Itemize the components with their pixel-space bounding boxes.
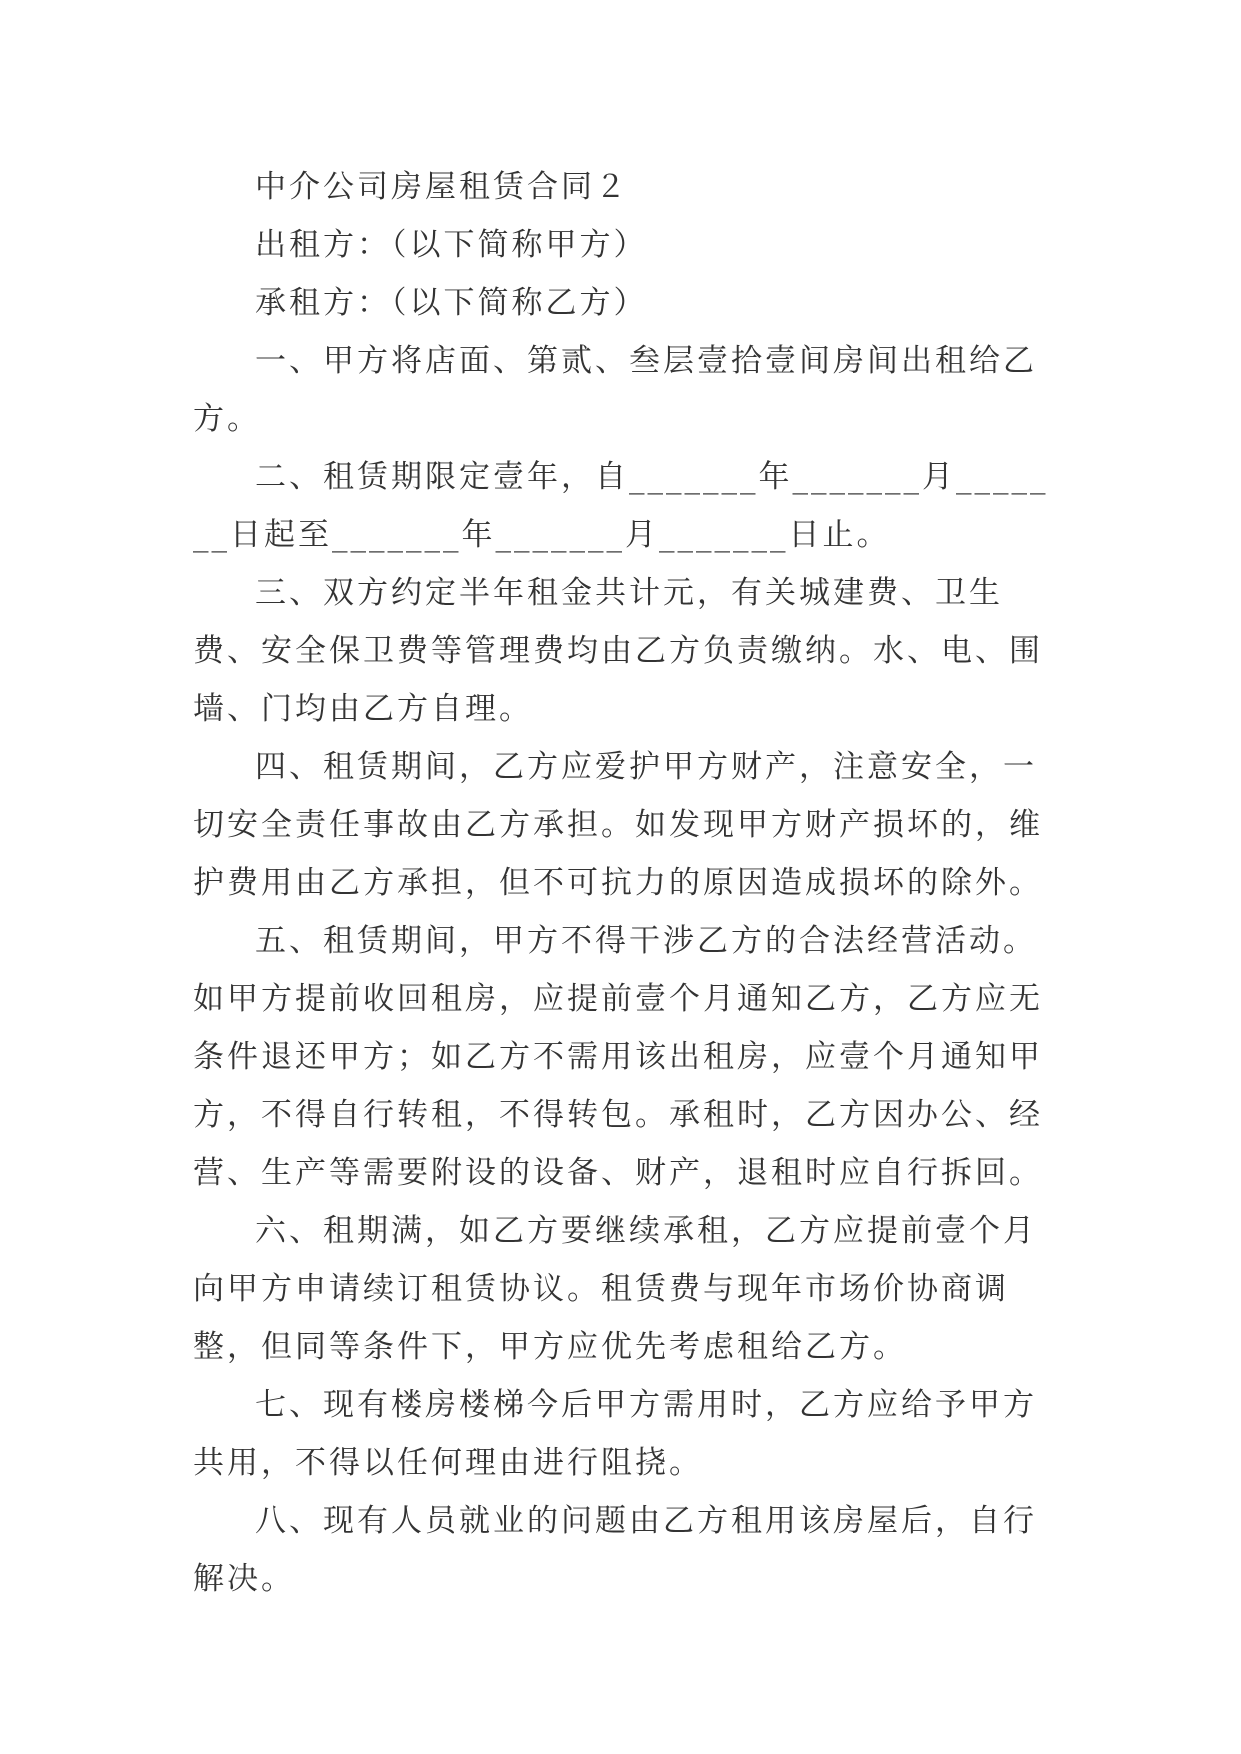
contract-body	[193, 158, 1051, 1608]
clause-1: 一、甲方将店面、第贰、叁层壹拾壹间房间出租给乙方。	[193, 343, 1037, 437]
lessee-line: 承租方：（以下简称乙方）	[255, 285, 648, 321]
clause-5: 五、租赁期间，甲方不得干涉乙方的合法经营活动。如甲方提前收回租房，应提前壹个月通知乙方，乙方应无条件退还甲方；如乙方不需用该出租房，应壹个月通知甲方，不得自行转租，不得转包。承租时，乙方因办公、经营、生产等需要附设的设备、财产，退租时应自行拆回。	[193, 923, 1043, 1191]
clause-3: 三、双方约定半年租金共计元，有关城建费、卫生费、安全保卫费等管理费均由乙方负责缴纳。水、电、围墙、门均由乙方自理。	[193, 575, 1043, 727]
clause-2: 二、租赁期限定壹年，自_______年_______月_______日起至_______年_______月_______日止。	[193, 459, 1049, 553]
lessor-line: 出租方：（以下简称甲方）	[255, 227, 648, 263]
document-title: 中介公司房屋租赁合同２	[255, 169, 629, 205]
clause-7: 七、现有楼房楼梯今后甲方需用时，乙方应给予甲方共用，不得以任何理由进行阻挠。	[193, 1387, 1037, 1481]
clause-4: 四、租赁期间，乙方应爱护甲方财产，注意安全，一切安全责任事故由乙方承担。如发现甲方财产损坏的，维护费用由乙方承担，但不可抗力的原因造成损坏的除外。	[193, 749, 1043, 901]
clause-6: 六、租期满，如乙方要继续承租，乙方应提前壹个月向甲方申请续订租赁协议。租赁费与现年市场价协商调整，但同等条件下，甲方应优先考虑租给乙方。	[193, 1213, 1037, 1365]
clause-8: 八、现有人员就业的问题由乙方租用该房屋后，自行解决。	[193, 1503, 1037, 1597]
